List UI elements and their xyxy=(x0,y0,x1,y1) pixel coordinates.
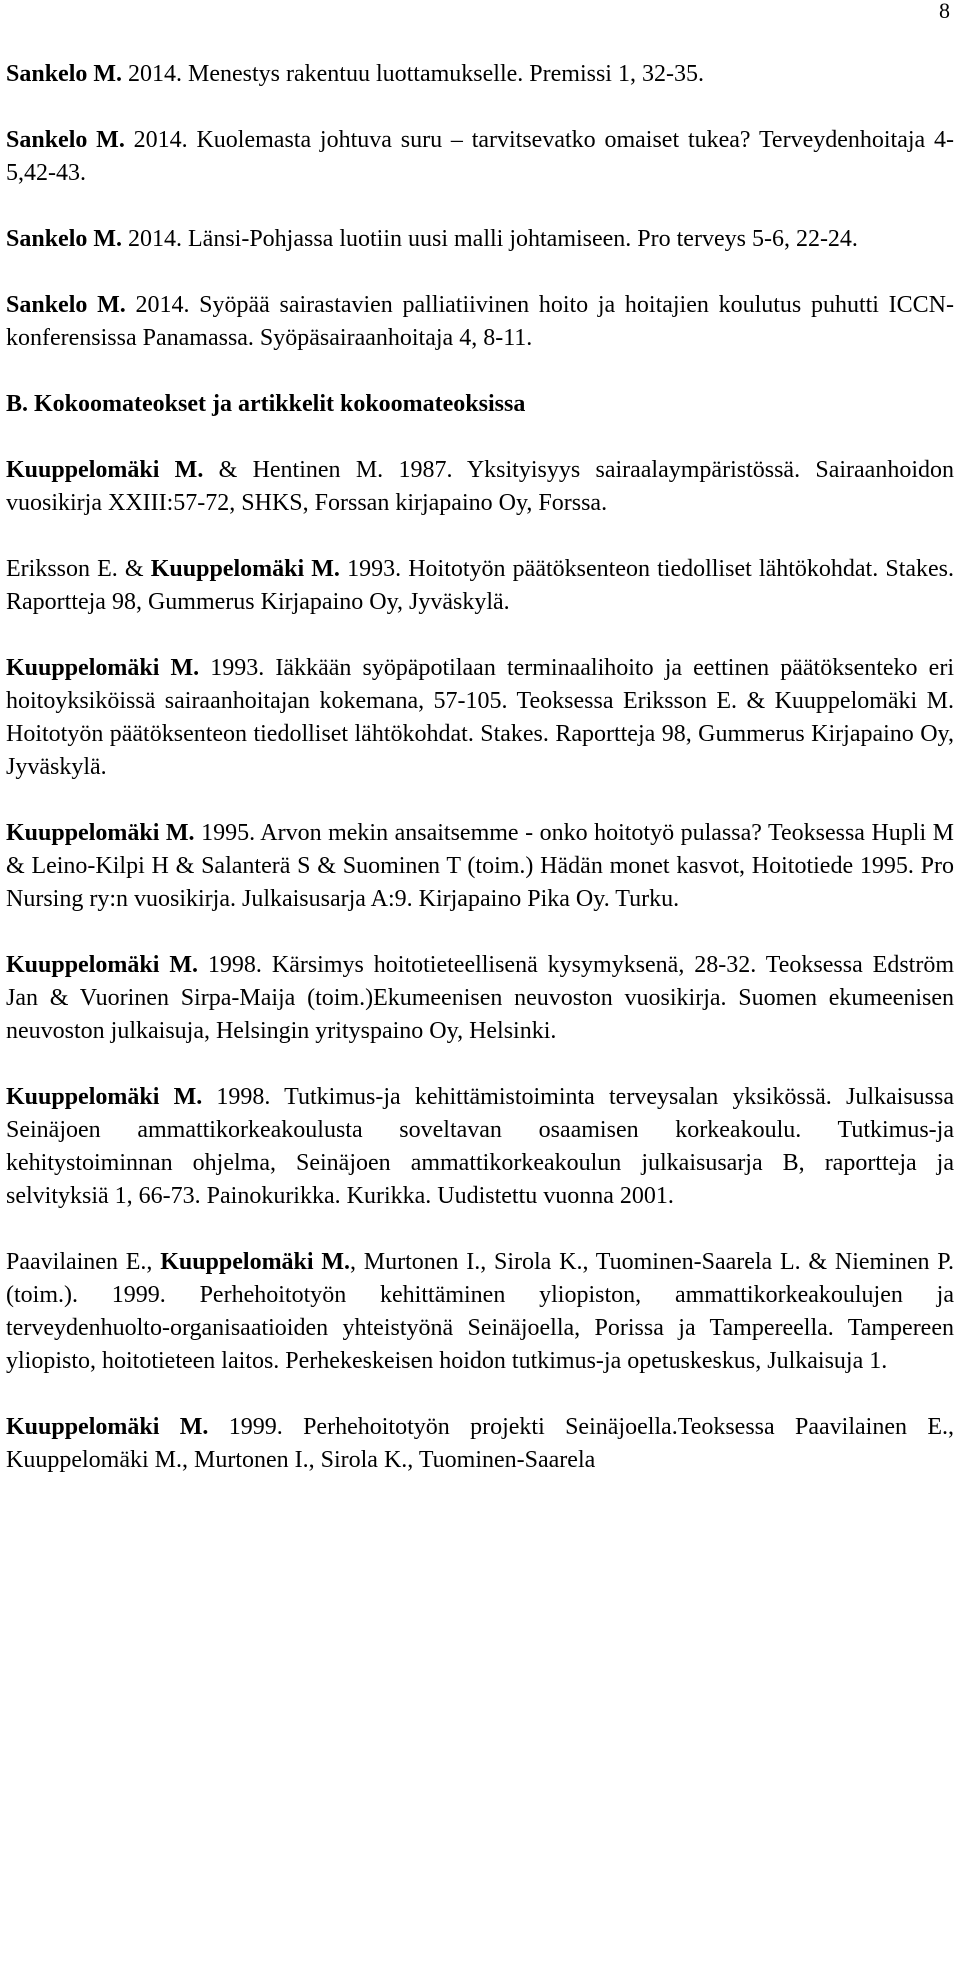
reference-entry xyxy=(6,1246,954,1378)
reference-text: 1993. Hoitotyön päätöksenteon tiedolliset lähtökohdat. Stakes. Raportteja 98, Gummerus Kirjapaino Oy, Jyväskylä. xyxy=(6,556,955,615)
reference-entry xyxy=(6,949,954,1048)
section-heading: B. Kokoomateokset ja artikkelit kokoomateoksissa xyxy=(6,391,526,417)
reference-entry xyxy=(6,454,954,520)
reference-coauthors: Eriksson E. & xyxy=(6,556,151,582)
reference-entry xyxy=(6,223,954,256)
reference-text: 2014. Menestys rakentuu luottamukselle. Premissi 1, 32-35. xyxy=(122,61,704,87)
reference-text: , Murtonen I., Sirola K., Tuominen-Saarela L. & Nieminen P. (toim.). 1999. Perhehoitotyön kehittäminen yliopiston, ammattikorkeakoulujen ja terveydenhuolto-organisaatioiden yhteistyönä Seinäjoella, Porissa ja Tampereella. Tampereen yliopisto, hoitotieteen laitos. Perhekeskeisen hoidon tutkimus-ja opetuskeskus, Julkaisuja 1. xyxy=(6,1249,954,1374)
reference-author: Sankelo M. xyxy=(6,292,126,318)
reference-author: Kuuppelomäki M. xyxy=(6,457,204,483)
reference-author: Kuuppelomäki M. xyxy=(160,1249,351,1275)
reference-text: & Hentinen M. 1987. Yksityisyys sairaalaympäristössä. Sairaanhoidon vuosikirja XXIII:57-72, SHKS, Forssan kirjapaino Oy, Forssa. xyxy=(6,457,954,516)
reference-text: 2014. Länsi-Pohjassa luotiin uusi malli johtamiseen. Pro terveys 5-6, 22-24. xyxy=(122,226,858,252)
reference-coauthors: Paavilainen E., xyxy=(6,1249,161,1275)
reference-author: Sankelo M. xyxy=(6,127,125,153)
reference-list xyxy=(6,58,954,1477)
page-number: 8 xyxy=(939,0,950,23)
reference-text: 1998. Kärsimys hoitotieteellisenä kysymyksenä, 28-32. Teoksessa Edström Jan & Vuorinen Sirpa-Maija (toim.)Ekumeenisen neuvoston vuosikirja. Suomen ekumeenisen neuvoston julkaisuja, Helsingin yrityspaino Oy, Helsinki. xyxy=(6,952,954,1044)
reference-text: 1998. Tutkimus-ja kehittämistoiminta terveysalan yksikössä. Julkaisussa Seinäjoen ammattikorkeakoulusta soveltavan osaamisen korkeakoulu. Tutkimus-ja kehitystoiminnan ohjelma, Seinäjoen ammattikorkeakoulun julkaisusarja B, raportteja ja selvityksiä 1, 66-73. Painokurikka. Kurikka. Uudistettu vuonna 2001. xyxy=(6,1084,954,1209)
reference-text: 2014. Kuolemasta johtuva suru – tarvitsevatko omaiset tukea? Terveydenhoitaja 4-5,42-43. xyxy=(6,127,954,186)
reference-entry xyxy=(6,553,954,619)
spacer xyxy=(6,355,954,388)
reference-author: Sankelo M. xyxy=(6,61,123,87)
reference-entry xyxy=(6,58,954,91)
reference-entry xyxy=(6,289,954,355)
reference-text: 2014. Syöpää sairastavien palliatiivinen hoito ja hoitajien koulutus puhutti ICCN-konferensissa Panamassa. Syöpäsairaanhoitaja 4, 8-11. xyxy=(6,292,955,351)
reference-entry xyxy=(6,817,954,916)
reference-author: Kuuppelomäki M. xyxy=(150,556,340,582)
reference-author: Kuuppelomäki M. xyxy=(6,820,195,846)
reference-entry xyxy=(6,652,954,784)
reference-author: Kuuppelomäki M. xyxy=(6,1414,209,1440)
reference-text: 1999. Perhehoitotyön projekti Seinäjoella.Teoksessa Paavilainen E., Kuuppelomäki M., Murtonen I., Sirola K., Tuominen-Saarela xyxy=(6,1414,954,1473)
reference-entry xyxy=(6,1081,954,1213)
reference-author: Kuuppelomäki M. xyxy=(6,1084,203,1110)
reference-text: 1993. Iäkkään syöpäpotilaan terminaalihoito ja eettinen päätöksenteko eri hoitoyksiköissä sairaanhoitajan kokemana, 57-105. Teoksessa Eriksson E. & Kuuppelomäki M. Hoitotyön päätöksenteon tiedolliset lähtökohdat. Stakes. Raportteja 98, Gummerus Kirjapaino Oy, Jyväskylä. xyxy=(6,655,954,780)
reference-text: 1995. Arvon mekin ansaitsemme - onko hoitotyö pulassa? Teoksessa Hupli M & Leino-Kilpi H & Salanterä S & Suominen T (toim.) Hädän monet kasvot, Hoitotiede 1995. Pro Nursing ry:n vuosikirja. Julkaisusarja A:9. Kirjapaino Pika Oy. Turku. xyxy=(6,820,954,912)
reference-author: Kuuppelomäki M. xyxy=(6,655,200,681)
reference-entry xyxy=(6,124,954,190)
reference-author: Sankelo M. xyxy=(6,226,123,252)
reference-author: Kuuppelomäki M. xyxy=(6,952,198,978)
reference-entry xyxy=(6,1411,954,1477)
